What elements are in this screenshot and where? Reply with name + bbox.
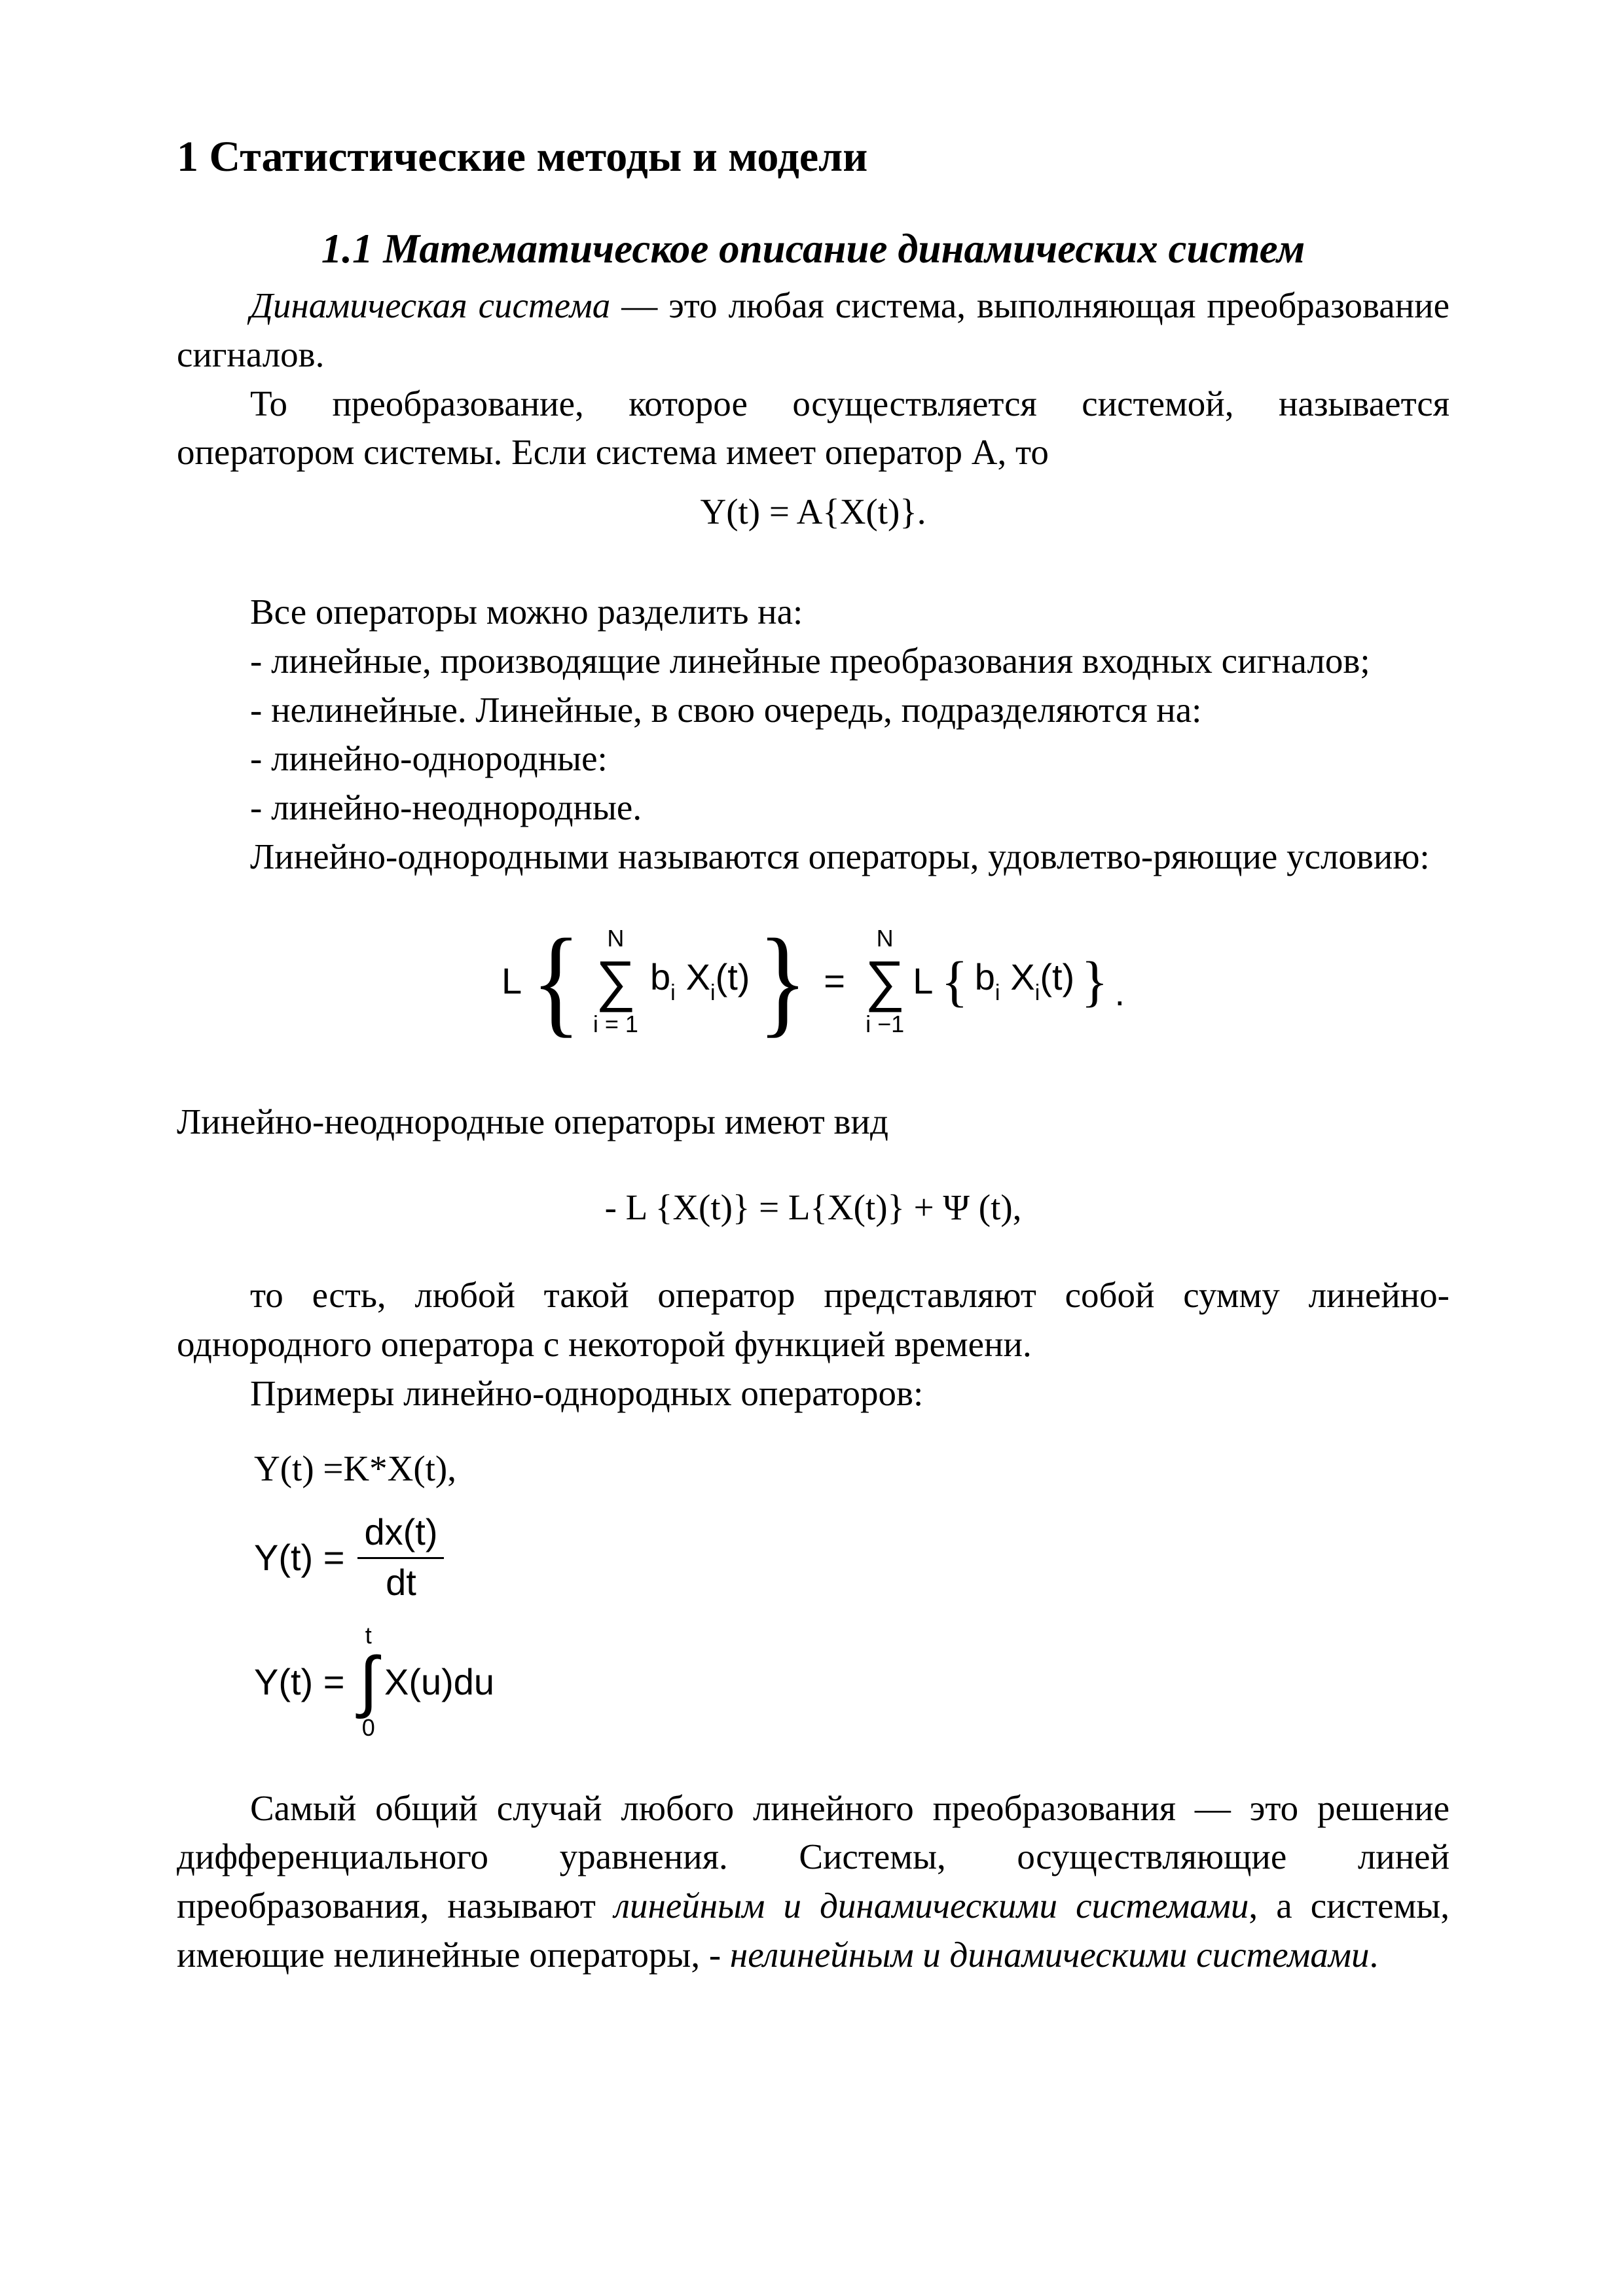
summand-right (974, 956, 1075, 1005)
summation-right (865, 924, 905, 1039)
paragraph-conclusion (177, 1784, 1450, 1980)
list-item-linear: - линейные, производящие линейные преобразования входных сигналов; (250, 640, 1370, 681)
summation-left (593, 924, 638, 1039)
fraction (357, 1511, 444, 1604)
paragraph-operator: То преобразование, которое осуществляется системой, называется оператором системы. Если система имеет оператор А, то (177, 383, 1450, 473)
term-dynamic-system: Динамическая система (250, 285, 611, 325)
paragraph-operator-types: Все операторы можно разделить на: (250, 591, 803, 632)
operator-L-left: L (501, 960, 522, 1002)
list-item-linear-nonhomogeneous: - линейно-неоднородные. (250, 787, 642, 828)
example-integral (254, 1621, 1450, 1743)
subscript-i: i (994, 980, 1000, 1005)
open-brace-large: { (531, 914, 581, 1049)
sum-upper-limit-left: N (607, 925, 625, 952)
subsection-heading: 1.1 Математическое описание динамических систем (321, 226, 1305, 272)
sigma-icon: ∑ (595, 950, 636, 1013)
sum-upper-limit-right: N (876, 925, 894, 952)
example-integral-lhs: Y(t) = (254, 1661, 345, 1703)
integrand: X(u)du (384, 1661, 495, 1703)
integral-with-limits (359, 1621, 378, 1743)
conclusion-text-1: Самый общий случай любого линейного преобразования — это решение дифференциального уравнения. Системы, осуществляющие линей преобразования, называют (177, 1787, 1450, 1926)
signal-X: X (685, 956, 711, 997)
sigma-icon: ∑ (864, 950, 905, 1013)
conclusion-text-3: . (1369, 1935, 1379, 1975)
integral-lower-limit: 0 (361, 1713, 375, 1741)
argument-t: (t) (1040, 956, 1075, 997)
term-nonlinear-dynamic-systems: нелинейным и динамическими системами (729, 1935, 1370, 1975)
paragraph-homogeneous-definition: Линейно-однородными называются операторы, удовлетво-ряющие условию: (250, 836, 1430, 876)
coefficient-b: b (974, 956, 995, 997)
example-derivative (254, 1511, 1450, 1604)
paragraph-examples-intro: Примеры линейно-однородных операторов: (250, 1372, 924, 1413)
integral-icon: ∫ (359, 1643, 378, 1720)
formula-nonhomogeneous: - L {X(t)} = L{X(t)} + Ψ (t), (604, 1187, 1022, 1227)
example-gain: Y(t) =K*X(t), (254, 1448, 456, 1488)
operator-L-right: L (913, 960, 934, 1002)
example-derivative-lhs: Y(t) = (254, 1536, 345, 1578)
summand-left (649, 956, 750, 1005)
close-brace-medium: } (1081, 950, 1108, 1013)
argument-t: (t) (715, 956, 750, 997)
close-brace-large: } (758, 914, 808, 1049)
conclusion-text-2: , а системы, имеющие нелинейные операторы, - (177, 1886, 1450, 1975)
list-item-nonlinear: - нелинейные. Линейные, в свою очередь, подразделяются на: (250, 689, 1202, 730)
section-heading: 1 Статистические методы и модели (177, 133, 868, 181)
fraction-denominator: dt (386, 1562, 416, 1604)
paragraph-sum-explanation: то есть, любой такой оператор представляют собой сумму линейно-однородного оператора с некоторой функцией времени. (177, 1275, 1450, 1365)
list-item-linear-homogeneous: - линейно-однородные: (250, 738, 608, 779)
equals-sign: = (824, 960, 845, 1002)
formula-operator-equation: Y(t) = A{X(t)}. (700, 492, 926, 532)
subscript-i: i (670, 980, 676, 1005)
examples-block (254, 1448, 1450, 1744)
paragraph-definition (177, 281, 1450, 380)
formula-period: . (1114, 972, 1125, 1014)
coefficient-b: b (649, 956, 671, 997)
formula-linear-homogeneous-condition (177, 914, 1450, 1049)
sum-lower-limit-right: i −1 (866, 1011, 905, 1038)
fraction-numerator: dx(t) (357, 1511, 444, 1559)
subscript-i: i (710, 980, 716, 1005)
sum-lower-limit-left: i = 1 (593, 1011, 638, 1038)
term-linear-dynamic-systems: линейным и динамическими системами (614, 1886, 1249, 1926)
integral-upper-limit: t (365, 1622, 372, 1649)
paragraph-nonhomogeneous-intro: Линейно-неоднородные операторы имеют вид (177, 1101, 888, 1141)
subscript-i: i (1034, 980, 1040, 1005)
paragraph-definition-text: — это любая система, выполняющая преобразование сигналов. (177, 285, 1450, 374)
signal-X: X (1010, 956, 1035, 997)
open-brace-medium: { (941, 950, 968, 1013)
